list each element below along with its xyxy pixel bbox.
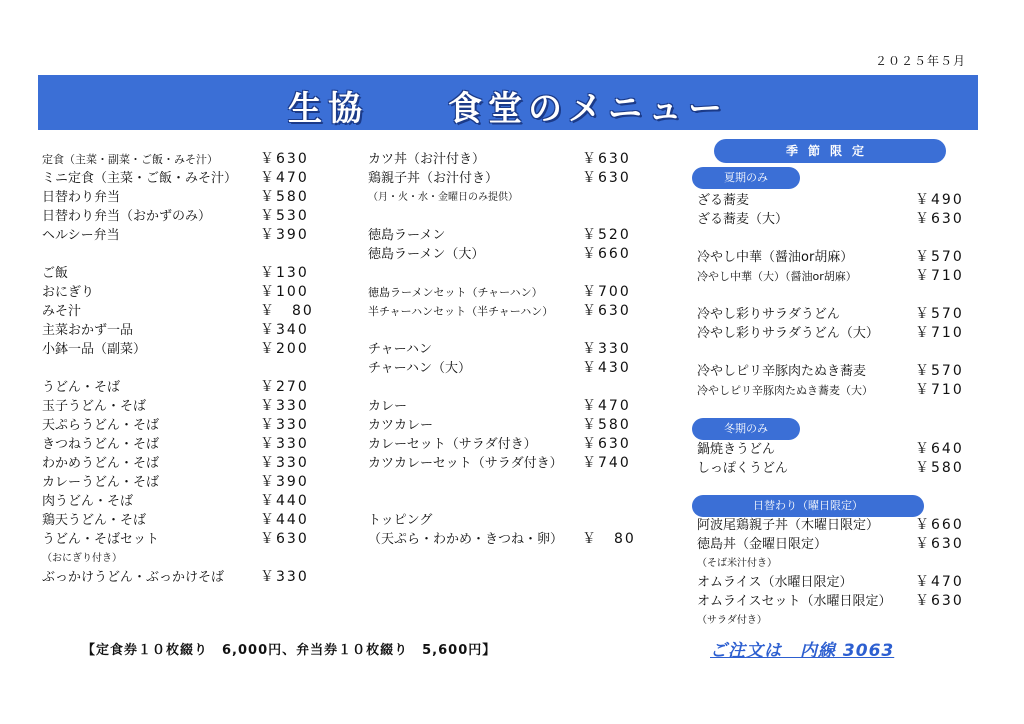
item-price: ￥330 bbox=[582, 341, 631, 357]
menu-item bbox=[368, 226, 638, 245]
item-name: トッピング bbox=[368, 513, 433, 528]
item-price: ￥710 bbox=[915, 325, 964, 341]
menu-item bbox=[42, 473, 322, 492]
menu-item bbox=[42, 511, 322, 530]
item-name: カレーセット（サラダ付き） bbox=[368, 437, 537, 452]
item-price: ￥100 bbox=[260, 284, 309, 300]
menu-item bbox=[368, 207, 638, 226]
item-name: 肉うどん・そば bbox=[42, 494, 134, 509]
item-name: （天ぷら・わかめ・きつね・卵） bbox=[368, 532, 564, 547]
menu-item bbox=[42, 530, 322, 549]
item-price: ￥570 bbox=[915, 363, 964, 379]
item-price: ￥440 bbox=[260, 512, 309, 528]
menu-item bbox=[368, 302, 638, 321]
menu-item bbox=[697, 305, 972, 324]
item-name: 徳島ラーメンセット（チャーハン） bbox=[368, 286, 543, 299]
item-price: ￥330 bbox=[260, 436, 309, 452]
menu-item bbox=[42, 549, 322, 568]
item-name: 冷やし彩りサラダうどん（大） bbox=[697, 326, 879, 341]
menu-column-2 bbox=[368, 150, 638, 549]
menu-item bbox=[42, 359, 322, 378]
menu-item bbox=[42, 454, 322, 473]
item-name: 徳島ラーメン bbox=[368, 228, 446, 243]
item-name: （おにぎり付き） bbox=[42, 553, 122, 564]
item-name: うどん・そば bbox=[42, 380, 121, 395]
menu-item bbox=[42, 492, 322, 511]
item-price: ￥570 bbox=[915, 249, 964, 265]
item-name: ざる蕎麦 bbox=[697, 193, 750, 208]
item-name: しっぽくうどん bbox=[697, 461, 789, 476]
item-name: 冷やし中華（醤油or胡麻） bbox=[697, 250, 854, 265]
item-name: 鶏天うどん・そば bbox=[42, 513, 147, 528]
menu-item bbox=[697, 554, 972, 573]
title-banner bbox=[38, 75, 978, 130]
item-price: ￥490 bbox=[915, 192, 964, 208]
item-price: ￥640 bbox=[915, 441, 964, 457]
item-price: ￥740 bbox=[582, 455, 631, 471]
item-price: ￥630 bbox=[260, 531, 309, 547]
menu-item bbox=[368, 245, 638, 264]
item-name: わかめうどん・そば bbox=[42, 456, 160, 471]
item-price: ￥ 80 bbox=[582, 531, 636, 547]
item-price: ￥580 bbox=[582, 417, 631, 433]
item-name: 鍋焼きうどん bbox=[697, 442, 776, 457]
menu-item bbox=[368, 150, 638, 169]
item-price: ￥470 bbox=[260, 170, 309, 186]
item-price: ￥520 bbox=[582, 227, 631, 243]
item-price: ￥630 bbox=[915, 593, 964, 609]
item-price: ￥390 bbox=[260, 227, 309, 243]
item-price: ￥330 bbox=[260, 569, 309, 585]
menu-item bbox=[368, 264, 638, 283]
item-name: 天ぷらうどん・そば bbox=[42, 418, 160, 433]
item-name: オムライス（水曜日限定） bbox=[697, 575, 853, 590]
item-name: カレーうどん・そば bbox=[42, 475, 160, 490]
item-name: チャーハン（大） bbox=[368, 361, 471, 376]
menu-item bbox=[42, 283, 322, 302]
item-name: おにぎり bbox=[42, 285, 95, 300]
item-name: カツカレーセット（サラダ付き） bbox=[368, 456, 563, 471]
menu-column-1 bbox=[42, 150, 322, 587]
daily-label: 日替わり（曜日限定） bbox=[692, 495, 924, 517]
item-price: ￥430 bbox=[582, 360, 631, 376]
item-name: ミニ定食（主菜・ご飯・みそ汁） bbox=[42, 171, 238, 186]
menu-item bbox=[697, 267, 972, 286]
menu-item bbox=[697, 286, 972, 305]
item-price: ￥330 bbox=[260, 455, 309, 471]
winter-label: 冬期のみ bbox=[692, 418, 800, 440]
item-price: ￥660 bbox=[582, 246, 631, 262]
menu-item bbox=[42, 435, 322, 454]
item-price: ￥ 80 bbox=[260, 303, 314, 319]
item-name: うどん・そばセット bbox=[42, 532, 160, 547]
menu-item bbox=[368, 454, 638, 473]
item-name: みそ汁 bbox=[42, 304, 82, 319]
summer-label: 夏期のみ bbox=[692, 167, 800, 189]
item-name: 日替わり弁当（おかずのみ） bbox=[42, 209, 212, 224]
item-price: ￥580 bbox=[915, 460, 964, 476]
item-name: 冷やし彩りサラダうどん bbox=[697, 307, 840, 322]
menu-item bbox=[368, 435, 638, 454]
item-price: ￥570 bbox=[915, 306, 964, 322]
item-price: ￥630 bbox=[582, 170, 631, 186]
item-price: ￥130 bbox=[260, 265, 309, 281]
item-price: ￥710 bbox=[915, 268, 964, 284]
menu-item bbox=[368, 416, 638, 435]
menu-item bbox=[368, 283, 638, 302]
item-name: （サラダ付き） bbox=[697, 615, 767, 626]
item-name: カツ丼（お汁付き） bbox=[368, 152, 486, 167]
item-price: ￥630 bbox=[582, 436, 631, 452]
menu-item bbox=[368, 321, 638, 340]
summer-menu bbox=[697, 191, 972, 400]
menu-item bbox=[368, 340, 638, 359]
item-price: ￥630 bbox=[582, 303, 631, 319]
item-price: ￥630 bbox=[260, 151, 309, 167]
item-name: （そば米汁付き） bbox=[697, 558, 777, 569]
menu-item bbox=[368, 359, 638, 378]
item-price: ￥580 bbox=[260, 189, 309, 205]
item-price: ￥630 bbox=[915, 536, 964, 552]
menu-item bbox=[697, 459, 972, 478]
menu-item bbox=[42, 302, 322, 321]
item-name: 冷やしピリ辛豚肉たぬき蕎麦（大） bbox=[697, 384, 873, 397]
item-name: （月・火・水・金曜日のみ提供） bbox=[368, 192, 518, 203]
item-name: 主菜おかず一品 bbox=[42, 323, 134, 338]
item-name: ぶっかけうどん・ぶっかけそば bbox=[42, 570, 225, 585]
ticket-info: 【定食券１０枚綴り 6,000円、弁当券１０枚綴り 5,600円】 bbox=[82, 643, 497, 658]
item-name: 冷やしピリ辛豚肉たぬき蕎麦 bbox=[697, 364, 867, 379]
menu-item bbox=[697, 535, 972, 554]
menu-item bbox=[42, 321, 322, 340]
order-extension: ご注文は 内線 3063 bbox=[710, 641, 895, 661]
item-name: ヘルシー弁当 bbox=[42, 228, 120, 243]
item-name: チャーハン bbox=[368, 342, 432, 357]
page-title: 生協 食堂のメニュー bbox=[288, 89, 728, 129]
menu-item bbox=[42, 264, 322, 283]
menu-item bbox=[368, 169, 638, 188]
menu-item bbox=[42, 378, 322, 397]
item-name: 定食（主菜・副菜・ご飯・みそ汁） bbox=[42, 153, 218, 166]
item-name: オムライスセット（水曜日限定） bbox=[697, 594, 892, 609]
menu-item bbox=[697, 229, 972, 248]
item-name: 鶏親子丼（お汁付き） bbox=[368, 171, 499, 186]
item-price: ￥440 bbox=[260, 493, 309, 509]
item-price: ￥390 bbox=[260, 474, 309, 490]
item-name: ご飯 bbox=[42, 266, 69, 281]
menu-item bbox=[368, 188, 638, 207]
menu-item bbox=[368, 530, 638, 549]
item-price: ￥630 bbox=[582, 151, 631, 167]
menu-item bbox=[697, 343, 972, 362]
menu-item bbox=[42, 207, 322, 226]
item-name: きつねうどん・そば bbox=[42, 437, 160, 452]
item-price: ￥470 bbox=[582, 398, 631, 414]
menu-item bbox=[42, 416, 322, 435]
item-name: ざる蕎麦（大） bbox=[697, 212, 789, 227]
menu-item bbox=[42, 226, 322, 245]
item-price: ￥530 bbox=[260, 208, 309, 224]
menu-item bbox=[697, 362, 972, 381]
menu-item bbox=[697, 191, 972, 210]
item-name: 半チャーハンセット（半チャーハン） bbox=[368, 305, 554, 318]
menu-item bbox=[42, 397, 322, 416]
winter-menu bbox=[697, 440, 972, 478]
menu-date: ２０２５年５月 bbox=[874, 54, 966, 68]
item-price: ￥710 bbox=[915, 382, 964, 398]
item-price: ￥630 bbox=[915, 211, 964, 227]
item-name: 日替わり弁当 bbox=[42, 190, 121, 205]
menu-item bbox=[42, 340, 322, 359]
item-name: カツカレー bbox=[368, 418, 434, 433]
item-name: カレー bbox=[368, 399, 408, 414]
menu-item bbox=[697, 210, 972, 229]
menu-item bbox=[697, 516, 972, 535]
menu-item bbox=[368, 473, 638, 492]
menu-item bbox=[697, 381, 972, 400]
menu-item bbox=[697, 440, 972, 459]
menu-item bbox=[368, 378, 638, 397]
menu-item bbox=[42, 150, 322, 169]
menu-item bbox=[42, 568, 322, 587]
item-price: ￥700 bbox=[582, 284, 631, 300]
item-price: ￥330 bbox=[260, 417, 309, 433]
menu-item bbox=[697, 324, 972, 343]
menu-item bbox=[697, 573, 972, 592]
item-price: ￥270 bbox=[260, 379, 309, 395]
menu-item bbox=[697, 248, 972, 267]
item-price: ￥470 bbox=[915, 574, 964, 590]
item-price: ￥200 bbox=[260, 341, 309, 357]
menu-item bbox=[368, 492, 638, 511]
menu-item bbox=[697, 611, 972, 630]
item-price: ￥660 bbox=[915, 517, 964, 533]
item-name: 阿波尾鶏親子丼（木曜日限定） bbox=[697, 518, 880, 533]
menu-item bbox=[42, 188, 322, 207]
item-name: 玉子うどん・そば bbox=[42, 399, 147, 414]
item-name: 徳島ラーメン（大） bbox=[368, 247, 485, 262]
item-name: 冷やし中華（大）（醤油or胡麻） bbox=[697, 270, 857, 283]
item-price: ￥340 bbox=[260, 322, 309, 338]
seasonal-header: 季節限定 bbox=[714, 139, 946, 163]
item-price: ￥330 bbox=[260, 398, 309, 414]
item-name: 小鉢一品（副菜） bbox=[42, 342, 147, 357]
menu-item bbox=[368, 511, 638, 530]
menu-item bbox=[42, 169, 322, 188]
item-name: 徳島丼（金曜日限定） bbox=[697, 537, 828, 552]
menu-item bbox=[368, 397, 638, 416]
daily-menu bbox=[697, 516, 972, 630]
menu-item bbox=[42, 245, 322, 264]
menu-item bbox=[697, 592, 972, 611]
